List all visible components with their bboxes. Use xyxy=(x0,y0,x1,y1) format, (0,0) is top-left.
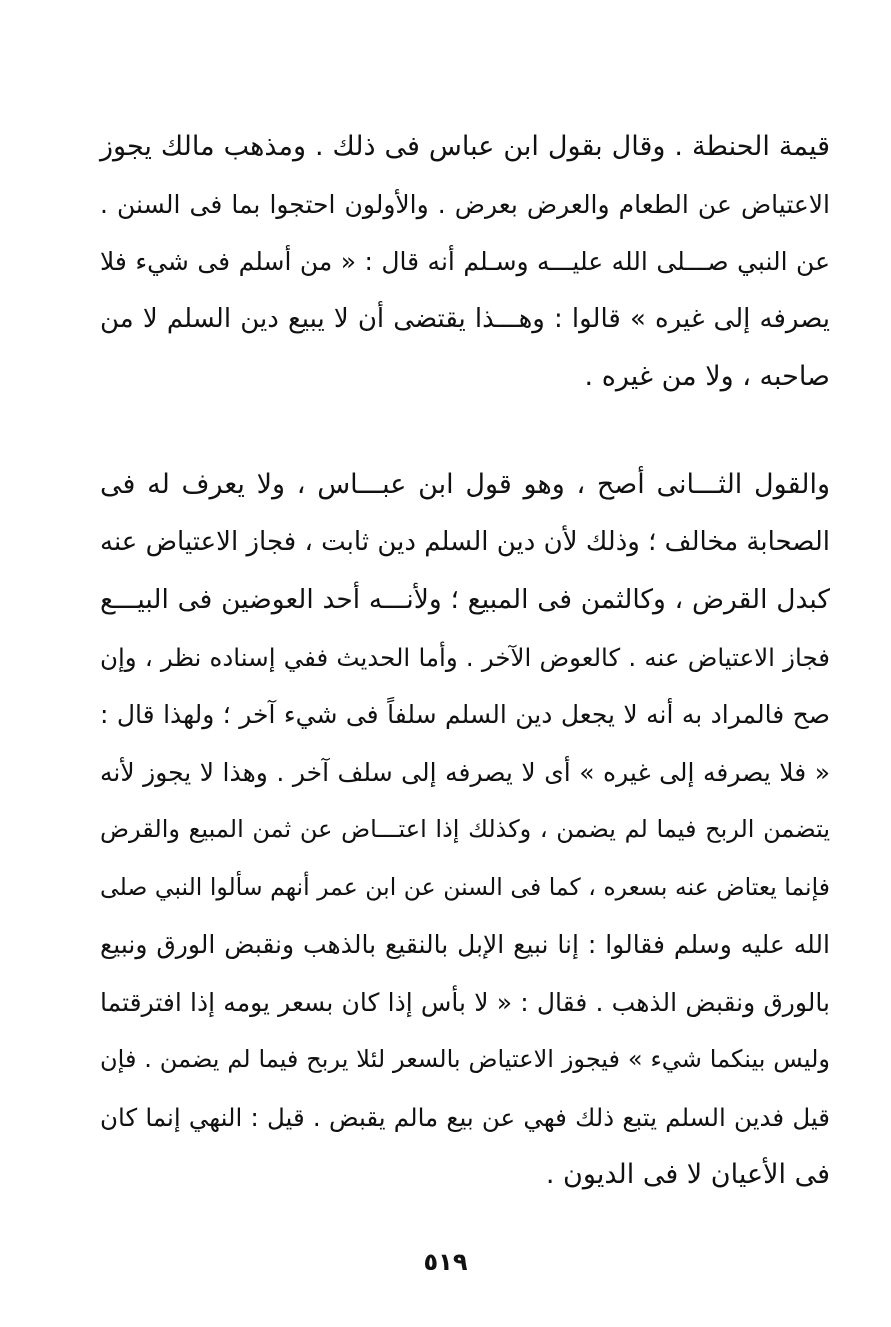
text-line: صاحبه ، ولا من غيره . xyxy=(584,361,830,392)
text-line: وليس بينكما شيء » فيجوز الاعتياض بالسعر لئلا يربح فيما لم يضمن . فإن xyxy=(100,1045,830,1073)
text-line: فى الأعيان لا فى الديون . xyxy=(545,1159,830,1190)
paragraph-1 xyxy=(100,118,830,406)
text-line: الله عليه وسلم فقالوا : إنا نبيع الإبل بالنقيع بالذهب ونقبض الورق ونبيع xyxy=(100,930,830,959)
text-line: عن النبي صـــلى الله عليـــه وسـلم أنه قال : « من أسلم فى شيء فلا xyxy=(100,247,830,276)
paragraph-2 xyxy=(100,456,830,1204)
page-number: ٥١٩ xyxy=(423,1248,468,1276)
text-line: يتضمن الربح فيما لم يضمن ، وكذلك إذا اعتـــاض عن ثمن المبيع والقرض xyxy=(100,815,830,843)
text-line: الاعتياض عن الطعام والعرض بعرض . والأولون احتجوا بما فى السنن . xyxy=(100,189,830,219)
text-line: يصرفه إلى غيره » قالوا : وهـــذا يقتضى أن لا يبيع دين السلم لا من xyxy=(100,303,830,334)
text-line: فإنما يعتاض عنه بسعره ، كما فى السنن عن ابن عمر أنهم سألوا النبي صلى xyxy=(100,872,830,901)
text-line: « فلا يصرفه إلى غيره » أى لا يصرفه إلى سلف آخر . وهذا لا يجوز لأنه xyxy=(100,757,830,787)
text-line: قيل فدين السلم يتبع ذلك فهي عن بيع مالم يقبض . قيل : النهي إنما كان xyxy=(100,1102,830,1132)
text-line: كبدل القرض ، وكالثمن فى المبيع ؛ ولأنـــه أحد العوضين فى البيـــع xyxy=(100,584,830,615)
text-line: الصحابة مخالف ؛ وذلك لأن دين السلم دين ثابت ، فجاز الاعتياض عنه xyxy=(100,526,830,557)
text-line: بالورق ونقبض الذهب . فقال : « لا بأس إذا كان بسعر يومه إذا افترقتما xyxy=(100,987,830,1017)
text-line: قيمة الحنطة . وقال بقول ابن عباس فى ذلك . ومذهب مالك يجوز xyxy=(100,131,830,162)
text-line: صح فالمراد به أنه لا يجعل دين السلم سلفاً فى شيء آخر ؛ ولهذا قال : xyxy=(100,700,830,729)
text-line: فجاز الاعتياض عنه . كالعوض الآخر . وأما الحديث ففي إسناده نظر ، وإن xyxy=(100,642,830,672)
text-line: والقول الثـــانى أصح ، وهو قول ابن عبـــاس ، ولا يعرف له فى xyxy=(100,469,830,500)
